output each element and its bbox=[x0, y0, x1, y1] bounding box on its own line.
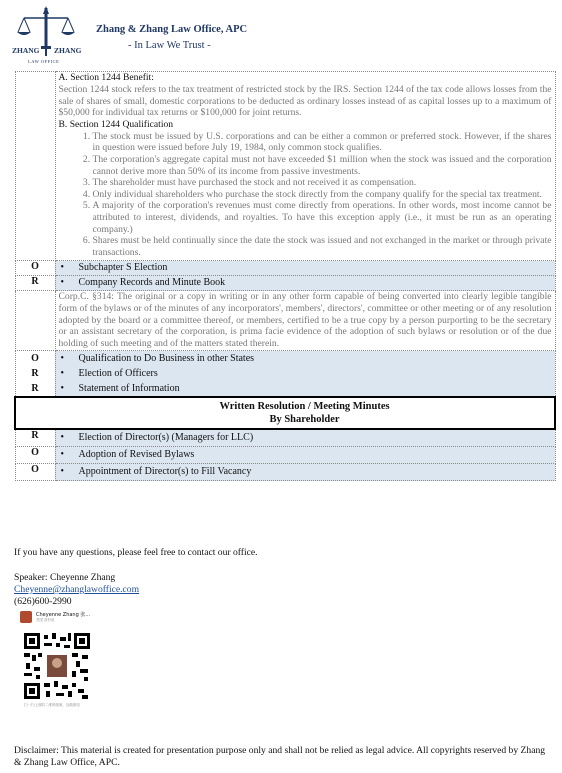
qr-code-icon bbox=[24, 633, 90, 699]
row-code: O bbox=[31, 353, 39, 365]
contact-block bbox=[14, 572, 139, 608]
list-item: 5. A majority of the corporation's revenues must come directly from operations. In other words, most income cannot be attributed to interest, dividends, and royalties. To have this exception apply (i.e., it must be run as an operating company.) bbox=[93, 200, 552, 235]
table-row bbox=[15, 464, 555, 481]
bullet-icon: • bbox=[60, 449, 65, 461]
list-item: 1. The stock must be issued by U.S. corporations and can be either a common or preferred stock. However, if the shares in question were issued before July 19, 1984, only common stock qualifies. bbox=[93, 131, 552, 154]
code-cell: O bbox=[15, 261, 55, 276]
section-1244-cell bbox=[55, 72, 555, 261]
table-row bbox=[15, 261, 555, 276]
section-heading-line1: Written Resolution / Meeting Minutes bbox=[219, 401, 390, 413]
item-label: Statement of Information bbox=[78, 383, 180, 395]
qr-caption: 扫一扫上面的二维码图案，加我微信 bbox=[24, 703, 80, 707]
bullet-icon: • bbox=[60, 277, 65, 289]
firm-motto: - In Law We Trust - bbox=[128, 40, 211, 51]
bullet-icon: • bbox=[60, 432, 65, 444]
code-cell bbox=[15, 351, 55, 398]
bullet-icon: • bbox=[60, 383, 65, 395]
code-cell bbox=[15, 291, 55, 351]
section-a-text: Section 1244 stock refers to the tax treatment of restricted stock by the IRS. Section 1244 of the tax code allows losses from the sale of shares of small, domestic corporations to be deducted as ordinary losses instead of as capital losses up to a maximum of $50,000 for individual tax returns or $100,000 for joint returns. bbox=[58, 84, 552, 119]
page-header bbox=[10, 6, 550, 66]
bullet-icon: • bbox=[60, 368, 65, 380]
section-b-title: B. Section 1244 Qualification bbox=[58, 118, 174, 130]
list-item: 3. The shareholder must have purchased the stock and not received it as compensation. bbox=[93, 177, 552, 189]
table-row bbox=[15, 429, 555, 447]
row-code: R bbox=[31, 383, 39, 395]
code-cell: R bbox=[15, 429, 55, 447]
firm-logo bbox=[10, 6, 82, 66]
item-cell bbox=[55, 447, 555, 464]
logo-subtext: LAW OFFICE bbox=[28, 59, 60, 64]
firm-name: Zhang & Zhang Law Office, APC bbox=[96, 24, 248, 35]
item-cell bbox=[55, 351, 555, 398]
heading-code-cell bbox=[15, 397, 55, 429]
section-heading-line2: By Shareholder bbox=[269, 414, 340, 426]
code-cell bbox=[15, 72, 55, 261]
item-cell bbox=[55, 464, 555, 481]
item-label: Election of Officers bbox=[78, 368, 158, 380]
list-item: 2. The corporation's aggregate capital must not have exceeded $1 million when the stock was issued and the corporation cannot derive more than 50% of its income from passive investments. bbox=[93, 154, 552, 177]
bullet-icon: • bbox=[60, 262, 65, 274]
questions-text: If you have any questions, please feel free to contact our office. bbox=[14, 547, 258, 558]
corp-code-cell bbox=[55, 291, 555, 351]
disclaimer: Disclaimer: This material is created for presentation purpose only and shall not be relied as legal advice. All copyrights reserved by Zhang & Zhang Law Office, APC. bbox=[14, 745, 546, 768]
table-row bbox=[15, 72, 555, 261]
item-label: Subchapter S Election bbox=[78, 262, 168, 274]
item-label: Election of Director(s) (Managers for LLC) bbox=[78, 432, 254, 444]
item-cell bbox=[55, 429, 555, 447]
item-label: Adoption of Revised Bylaws bbox=[78, 449, 195, 461]
section-a-title: A. Section 1244 Benefit: bbox=[58, 72, 154, 83]
qr-name: Cheyenne Zhang 张... bbox=[36, 612, 91, 618]
email-link[interactable]: Cheyenne@zhanglawoffice.com bbox=[14, 584, 140, 595]
list-item: 4. Only individual shareholders who purchase the stock directly from the company qualify for the special tax treatment. bbox=[93, 189, 552, 201]
item-label: Company Records and Minute Book bbox=[78, 277, 226, 289]
table-row bbox=[15, 291, 555, 351]
row-code: R bbox=[31, 368, 39, 380]
table-row bbox=[15, 351, 555, 398]
phone-number: (626)600-2990 bbox=[14, 596, 72, 607]
table-row bbox=[15, 447, 555, 464]
checklist-table bbox=[14, 71, 556, 481]
bullet-icon: • bbox=[60, 466, 65, 478]
item-cell bbox=[55, 261, 555, 276]
speaker-name: Speaker: Cheyenne Zhang bbox=[14, 572, 116, 583]
item-label: Appointment of Director(s) to Fill Vacancy bbox=[78, 466, 252, 478]
section-heading bbox=[55, 397, 555, 429]
item-cell bbox=[55, 276, 555, 291]
wechat-qr-card bbox=[20, 611, 100, 715]
item-label: Qualification to Do Business in other States bbox=[78, 353, 255, 365]
code-cell: O bbox=[15, 447, 55, 464]
avatar bbox=[20, 611, 32, 623]
bullet-icon: • bbox=[60, 353, 65, 365]
qr-location: 美国 洛杉矶 bbox=[36, 618, 55, 622]
logo-text-right: ZHANG bbox=[54, 46, 82, 55]
corp-code-text: Corp.C. §314: The original or a copy in writing or in any other form capable of being converted into clearly legible tangible form of the bylaws or of the minutes of any incorporators', members', directors', committee or other meeting or of any resolution adopted by the board or a committee thereof, or members, certified to be a true copy by a person purporting to be the secretary or an assistant secretary of the corporation, is prima facie evidence of the adoption of such bylaws or resolution or of the due holding of such meeting and of the matters stated therein. bbox=[58, 291, 552, 349]
code-cell: R bbox=[15, 276, 55, 291]
table-row bbox=[15, 276, 555, 291]
list-item: 6. Shares must be held continually since the date the stock was issued and not exchanged in the market or through private transactions. bbox=[93, 235, 552, 258]
code-cell: O bbox=[15, 464, 55, 481]
qualification-list bbox=[59, 131, 552, 259]
logo-text-left: ZHANG bbox=[12, 46, 40, 55]
table-row bbox=[15, 397, 555, 429]
